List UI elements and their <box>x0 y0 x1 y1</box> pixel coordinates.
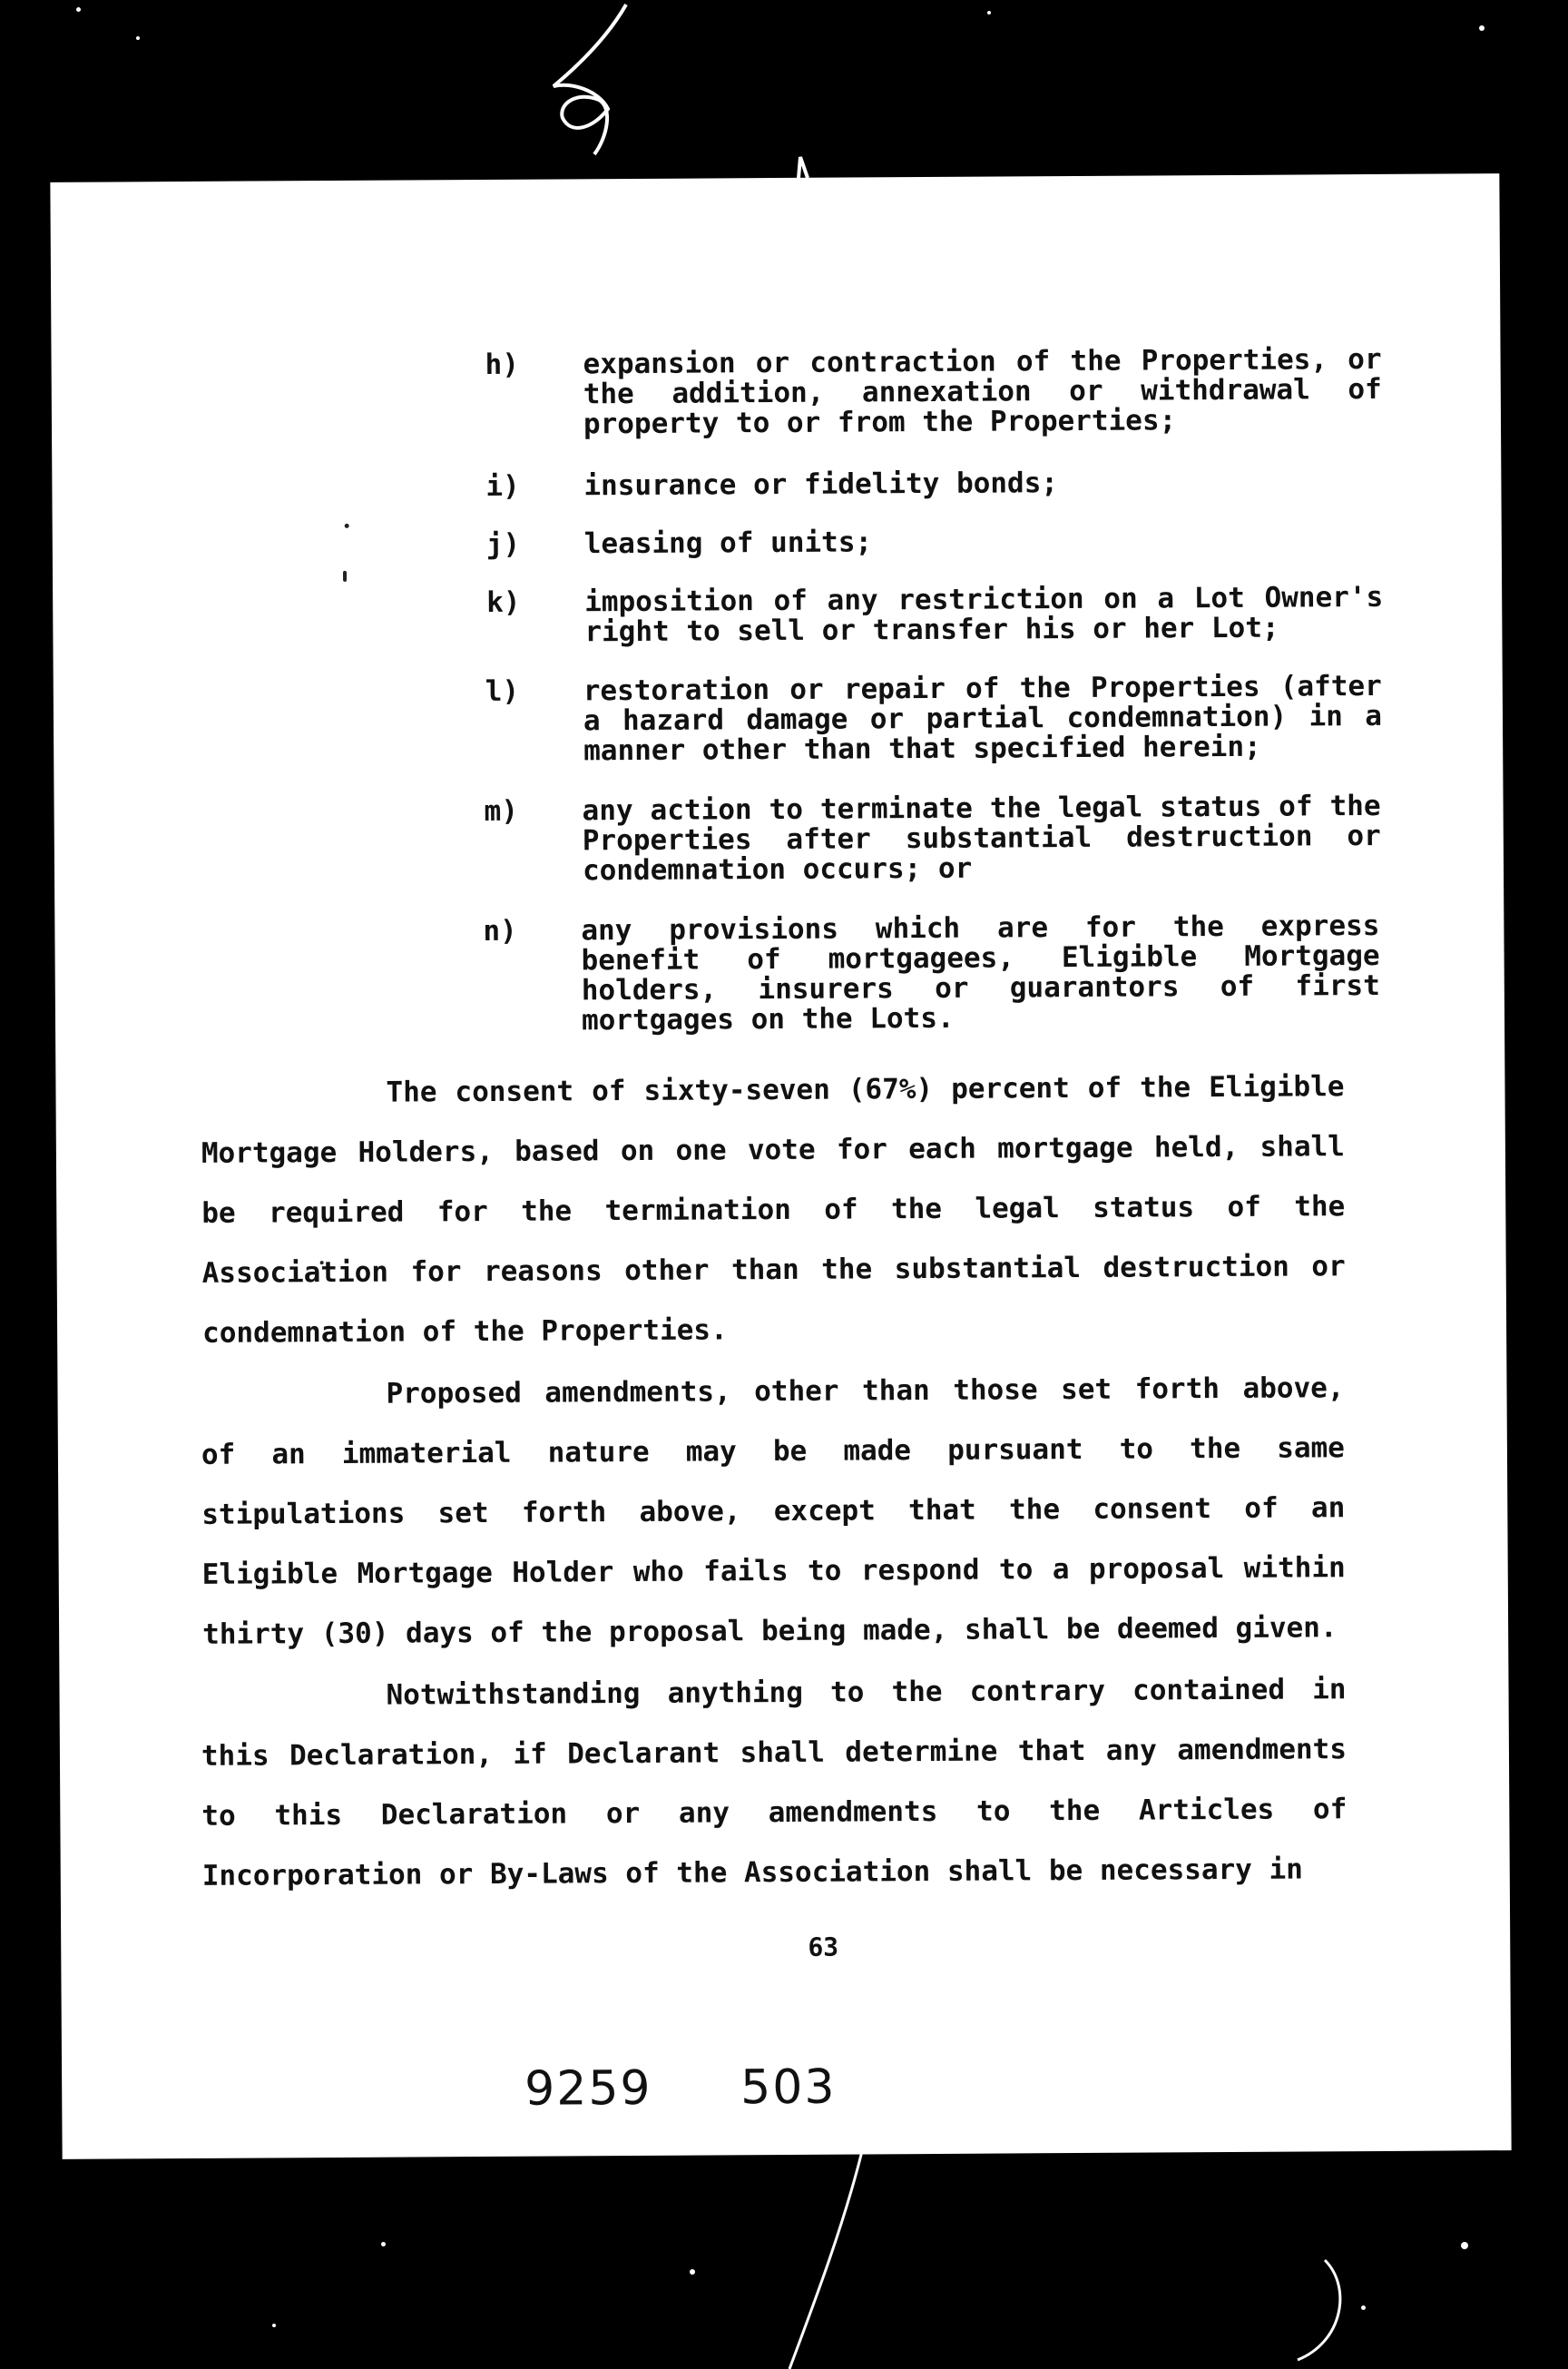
scan-speck <box>1479 25 1485 31</box>
list-text: insurance or fidelity bonds; <box>583 467 1059 503</box>
list-marker: k) <box>486 585 521 619</box>
scan-artifact-line-bottom <box>780 2151 889 2369</box>
scan-artifact-curve-bottom-right <box>1270 2251 1379 2369</box>
scan-artifact-scribble <box>508 0 690 182</box>
scan-speck <box>1361 2305 1366 2310</box>
paragraph-immaterial-amendments: Proposed amendments, other than those set forth above, of an immaterial nature may be made pursuant to the same stipulations set forth above, except that the consent of an Eligible Mortgage Holder who fails to respond to a proposal within thirty (30) days of the proposal being made, shall be deemed given. <box>201 1371 1346 1651</box>
scan-speck <box>987 11 991 15</box>
list-text: any action to terminate the legal status of the Properties after substantial destruction or condemnation occurs; or <box>582 789 1381 888</box>
list-text: any provisions which are for the express benefit of mortgagees, Eligible Mortgage holders, insurers or guarantors of first mortgages on the Lots. <box>581 909 1380 1037</box>
list-text: restoration or repair of the Properties (after a hazard damage or partial condemnation) in a manner other than that specified herein; <box>583 669 1383 768</box>
list-marker: m) <box>484 794 519 828</box>
list-marker: i) <box>485 469 520 503</box>
page-speck <box>343 571 347 582</box>
recording-book-number: 9259 <box>524 2060 652 2117</box>
paragraph-termination-consent: The consent of sixty-seven (67%) percent of the Eligible Mortgage Holders, based on one vote for each mortgage held, shall be required for the termination of the legal status of the Association for reasons other than the substantial destruction or condemnation of the Properties. <box>201 1070 1346 1350</box>
recording-page-number: 503 <box>740 2059 837 2116</box>
list-marker: j) <box>485 527 521 561</box>
document-page <box>50 173 1511 2159</box>
list-marker: h) <box>485 348 520 381</box>
list-text: imposition of any restriction on a Lot Owner's right to sell or transfer his or her Lot; <box>584 580 1384 649</box>
page-speck <box>345 524 349 528</box>
scan-speck <box>136 36 140 40</box>
scan-speck <box>76 7 81 12</box>
list-marker: n) <box>483 914 517 948</box>
scan-speck <box>1461 2242 1468 2249</box>
scan-artifact-mark-top-center <box>789 152 817 180</box>
scan-speck <box>272 2324 276 2327</box>
list-text: expansion or contraction of the Properties, or the addition, annexation or withdrawal of property to or from the Properties; <box>583 342 1382 441</box>
list-text: leasing of units; <box>583 526 873 561</box>
page-number: 63 <box>808 1932 839 1962</box>
scan-speck <box>381 2242 386 2246</box>
list-marker: l) <box>485 674 520 708</box>
paragraph-declarant-amendments: Notwithstanding anything to the contrary contained in this Declaration, if Declarant shall determine that any amendments to this Declaration or any amendments to the Articles of Incorporation or By-Laws of the Association shall be necessary in <box>201 1673 1348 1892</box>
scan-speck <box>690 2269 695 2275</box>
